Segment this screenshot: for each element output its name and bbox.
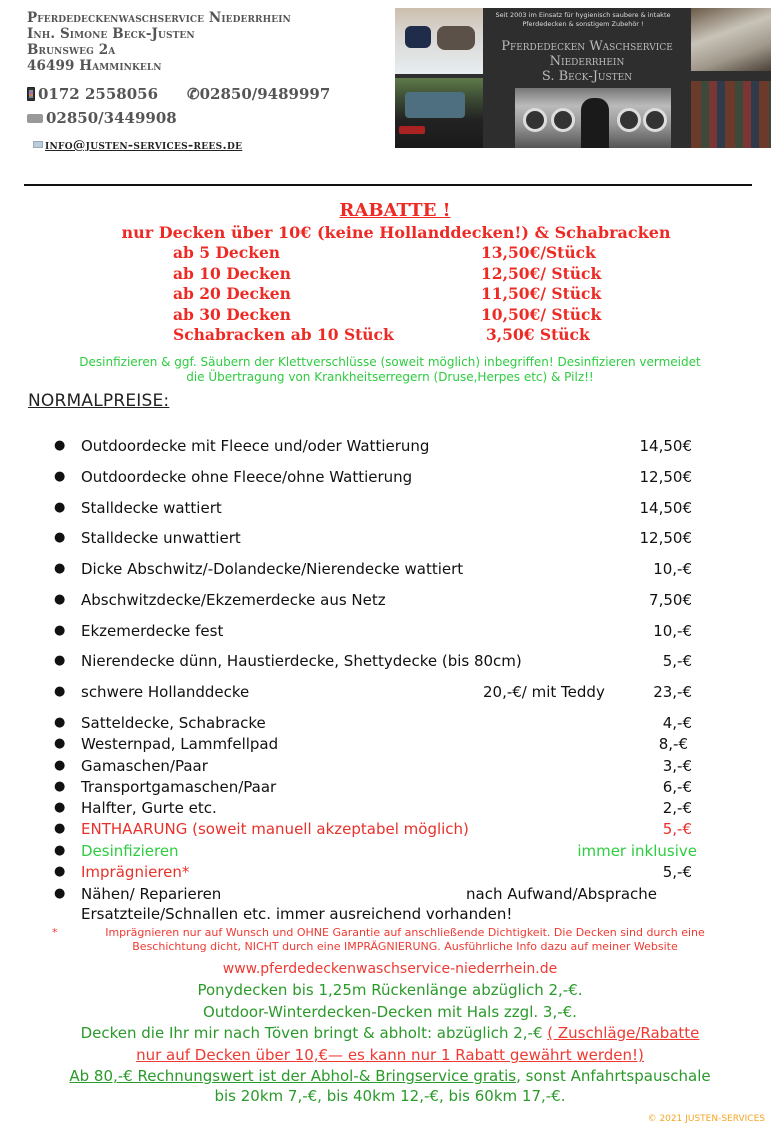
item-price: immer inklusive	[577, 842, 697, 860]
horses-photo	[395, 8, 483, 74]
tier-label: ab 30 Decken	[173, 304, 291, 324]
item-price: 12,50€	[639, 468, 692, 486]
item-name: Nähen/ Reparieren	[81, 885, 222, 903]
tier-label: ab 20 Decken	[173, 284, 291, 303]
item-name: ENTHAARUNG (soweit manuell akzeptabel möglich)	[81, 820, 469, 838]
item-name: Gamaschen/Paar	[81, 757, 208, 775]
tier-price: 12,50€/ Stück	[481, 263, 602, 283]
item-price: 8,-€	[658, 735, 688, 753]
company-name: Pferdedeckenwaschservice Niederrhein	[27, 10, 291, 26]
item-price: 4,-€	[662, 714, 692, 732]
header-divider	[24, 184, 752, 186]
item-price: 10,-€	[653, 622, 692, 640]
tier-price: 3,50€ Stück	[486, 325, 590, 344]
blankets-stack-photo	[691, 8, 771, 71]
item-name: Nierendecke dünn, Haustierdecke, Shettydecke (bis 80cm)	[81, 652, 522, 670]
item-price: 5,-€	[662, 820, 692, 838]
item-price: 6,-€	[662, 778, 692, 796]
email-link[interactable]	[33, 137, 242, 152]
email-icon	[33, 141, 43, 148]
item-name: schwere Hollanddecke	[81, 683, 250, 701]
car-photo	[395, 78, 483, 148]
item-price: 10,-€	[653, 560, 692, 578]
pony-discount: Ponydecken bis 1,25m Rückenlänge abzüglich 2,-€.	[197, 981, 583, 999]
disinfection-note	[0, 355, 780, 384]
impregnation-footnote	[40, 926, 770, 954]
item-name: Ekzemerdecke fest	[81, 622, 224, 640]
item-name: Halfter, Gurte etc.	[81, 799, 217, 817]
toeven-rule: ( Zuschläge/Rabatte	[547, 1024, 700, 1042]
item-mid-price: nach Aufwand/Absprache	[466, 885, 658, 903]
toeven-text: Decken die Ihr mir nach Töven bringt & abholt: abzüglich 2,-€	[80, 1024, 548, 1042]
fax-row	[27, 109, 177, 127]
note-line: Desinfizieren & ggf. Säubern der Klettverschlüsse (soweit möglich) inbegriffen! Desinfizieren vermeidet	[79, 355, 701, 369]
item-price: 23,-€	[653, 683, 692, 701]
tier-label: ab 10 Decken	[173, 263, 291, 283]
item-price: 14,50€	[639, 437, 692, 455]
banner-title-line: Niederrhein	[549, 54, 625, 69]
banner-title-line: S. Beck-Justen	[541, 69, 633, 84]
hanging-blankets-photo	[691, 81, 771, 148]
item-name: Transportgamaschen/Paar	[81, 778, 277, 796]
item-name: Stalldecke unwattiert	[81, 529, 241, 547]
discount-tier	[0, 284, 780, 305]
normal-prices-title: NORMALPREISE:	[28, 391, 170, 411]
toeven-discount	[0, 1023, 780, 1043]
discount-rule-text: nur auf Decken über 10,€— es kann nur 1 Rabatt gewährt werden!)	[136, 1046, 644, 1064]
item-name: Desinfizieren	[81, 842, 179, 860]
landline-row	[187, 85, 330, 103]
discount-section	[0, 199, 780, 346]
item-price: 14,50€	[639, 499, 692, 517]
discount-tier	[0, 305, 780, 326]
footnote-asterisk: *	[52, 926, 58, 939]
item-name: Outdoordecke ohne Fleece/ohne Wattierung	[81, 468, 413, 486]
item-name: Dicke Abschwitz/-Dolandecke/Nierendecke wattiert	[81, 560, 464, 578]
tier-price: 13,50€/Stück	[481, 243, 596, 262]
fax-number: 02850/3449908	[46, 109, 177, 127]
banner-title	[483, 39, 691, 84]
telephone-icon: ✆	[187, 85, 200, 103]
tier-price: 10,50€/ Stück	[481, 304, 602, 324]
item-price: 12,50€	[639, 529, 692, 547]
free-service-text: Ab 80,-€ Rechnungswert ist der Abhol-& Bringservice gratis	[69, 1067, 517, 1085]
owner-name: Inh. Simone Beck-Justen	[27, 26, 195, 42]
item-note: Ersatzteile/Schnallen etc. immer ausreichend vorhanden!	[81, 905, 513, 923]
phone-row	[27, 85, 158, 103]
item-price: 7,50€	[649, 591, 692, 609]
item-price: 5,-€	[662, 652, 692, 670]
city: 46499 Hamminkeln	[27, 58, 162, 74]
item-name: Westernpad, Lammfellpad	[81, 735, 279, 753]
laundry-photo	[515, 88, 671, 148]
discount-rule	[0, 1045, 780, 1065]
footnote-line: Imprägnieren nur auf Wunsch und OHNE Garantie auf anschließende Dichtigkeit. Die Decken sind durch eine	[105, 926, 705, 939]
distance-fees: bis 20km 7,-€, bis 40km 12,-€, bis 60km 17,-€.	[214, 1087, 566, 1105]
mobile-number: 0172 2558056	[38, 85, 159, 103]
item-name: Imprägnieren*	[81, 863, 190, 881]
item-price: 3,-€	[662, 757, 692, 775]
copyright: © 2021 JUSTEN-SERVICES	[647, 1114, 765, 1124]
discount-tier	[0, 325, 780, 346]
discount-tier	[0, 243, 780, 264]
banner-tagline: Seit 2003 im Einsatz für hygienisch saubere & intakte Pferdedecken & sonstigem Zubehör !	[495, 11, 671, 28]
discount-subtitle: nur Decken über 10€ (keine Hollanddecken!) & Schabracken	[121, 223, 671, 242]
discount-tier	[0, 264, 780, 285]
outdoor-surcharge: Outdoor-Winterdecken-Decken mit Hals zzgl. 3,-€.	[203, 1003, 577, 1021]
item-name: Abschwitzdecke/Ekzemerdecke aus Netz	[81, 591, 386, 609]
item-price: 5,-€	[662, 863, 692, 881]
pickup-service	[0, 1066, 780, 1086]
travel-fee-text: , sonst Anfahrtspauschale	[516, 1067, 711, 1085]
item-name: Stalldecke wattiert	[81, 499, 222, 517]
item-name: Outdoordecke mit Fleece und/oder Wattierung	[81, 437, 430, 455]
tier-price: 11,50€/ Stück	[481, 284, 602, 303]
note-line: die Übertragung von Krankheitserregern (Druse,Herpes etc) & Pilz!!	[186, 369, 594, 384]
phone-number: 02850/9489997	[199, 85, 331, 103]
header-banner-image	[395, 8, 771, 148]
fax-icon	[27, 114, 43, 123]
website-link[interactable]: www.pferdedeckenwaschservice-niederrhein.de	[222, 961, 558, 977]
footnote-line: Beschichtung dicht, NICHT durch eine IMPRÄGNIERUNG. Ausführliche Info dazu auf meiner Website	[132, 940, 678, 953]
discount-title: RABATTE !	[339, 200, 451, 221]
mobile-phone-icon	[27, 87, 35, 101]
banner-title-line: Pferdedecken Waschservice	[501, 39, 673, 54]
item-mid-price: 20,-€/ mit Teddy	[483, 683, 605, 701]
street: Brunsweg 2a	[27, 42, 116, 58]
item-price: 2,-€	[662, 799, 692, 817]
tier-label: ab 5 Decken	[173, 243, 281, 262]
contact-block	[27, 10, 387, 152]
item-name: Satteldecke, Schabracke	[81, 714, 266, 732]
email-text[interactable]: info@justen-services-rees.de	[45, 137, 243, 152]
tier-label: Schabracken ab 10 Stück	[173, 325, 394, 344]
